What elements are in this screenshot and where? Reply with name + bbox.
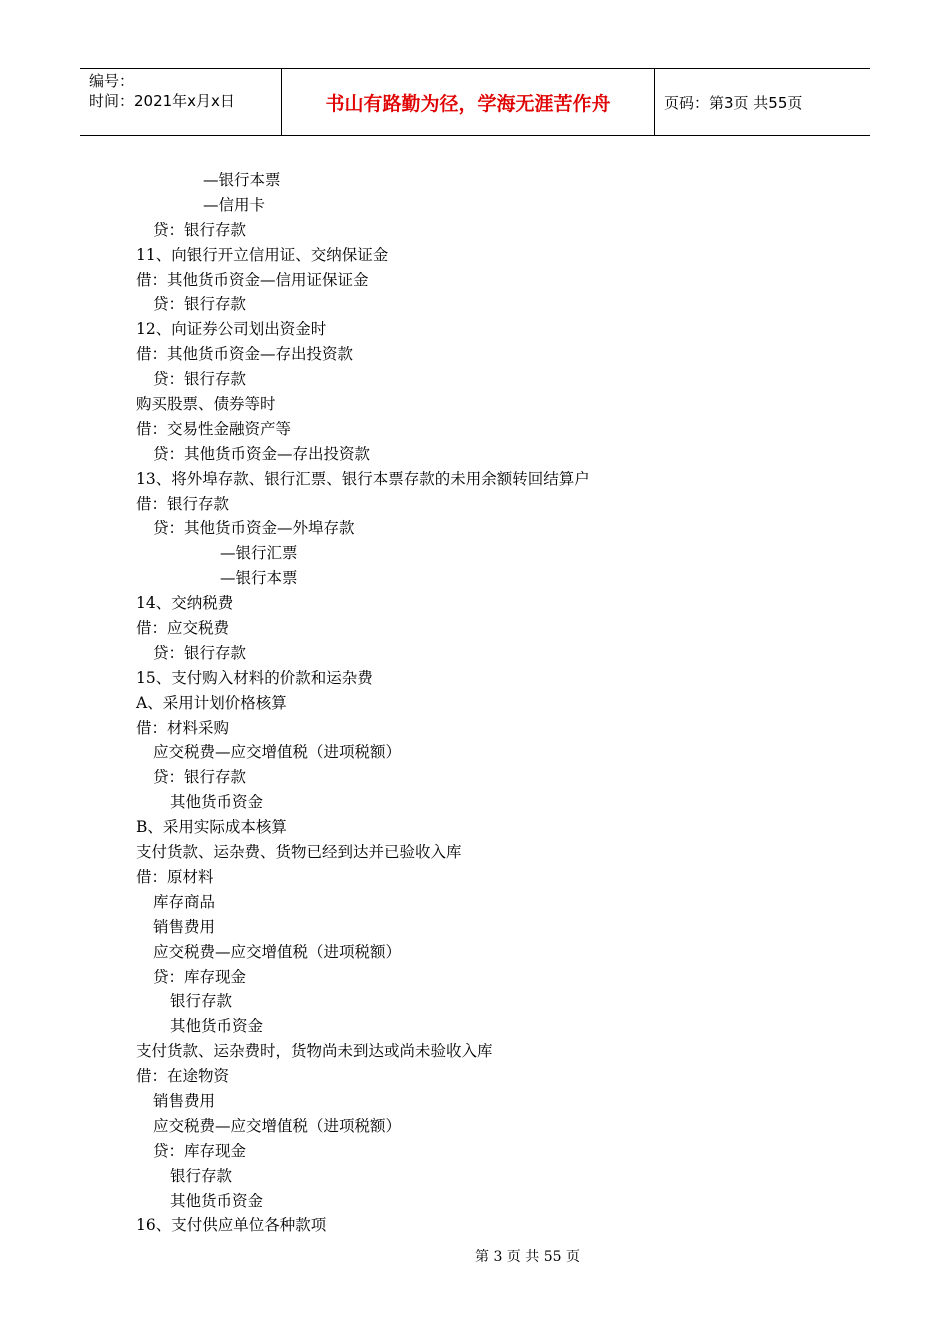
text-line: 其他货币资金 [170,1191,264,1210]
text-line: 银行存款 [170,1166,233,1185]
text-line: 应交税费—应交增值税（进项税额） [153,942,402,961]
text-line: 贷：库存现金 [153,967,247,986]
text-line: 贷：银行存款 [153,643,247,662]
text-line: 支付货款、运杂费、货物已经到达并已验收入库 [136,843,462,862]
text-line: 支付货款、运杂费时，货物尚未到达或尚未验收入库 [136,1042,493,1061]
text-line: —银行本票 [203,171,281,189]
text-line: 借：其他货币资金—存出投资款 [136,345,354,364]
text-line: 12、向证券公司划出资金时 [136,320,327,339]
text-line: —信用卡 [203,195,266,214]
text-line: 贷：银行存款 [153,220,247,239]
text-line: 借：交易性金融资产等 [136,419,292,438]
document-number-label: 编号： [89,72,135,90]
text-line: 借：银行存款 [136,494,230,513]
header-page-info: 页码：第3页 共55页 [664,93,803,112]
text-line: 贷：其他货币资金—存出投资款 [153,444,371,463]
text-line: B、采用实际成本核算 [136,818,287,837]
text-line: —银行汇票 [220,544,298,563]
text-line: 购买股票、债券等时 [136,395,276,414]
text-line: 应交税费—应交增值税（进项税额） [153,743,402,762]
text-line: 其他货币资金 [170,793,264,812]
text-line: 银行存款 [170,992,233,1011]
document-body [136,168,836,1238]
text-line: 借：材料采购 [136,718,230,737]
text-line: 借：应交税费 [136,619,230,638]
page-footer: 第 3 页 共 55 页 [475,1249,580,1265]
text-line: 销售费用 [153,917,216,936]
header-motto: 书山有路勤为径，学海无涯苦作舟 [282,69,655,135]
text-line: 13、将外埠存款、银行汇票、银行本票存款的未用余额转回结算户 [136,469,590,488]
text-line: A、采用计划价格核算 [136,693,287,712]
text-line: 应交税费—应交增值税（进项税额） [153,1116,402,1135]
text-line: 销售费用 [153,1091,216,1110]
text-line: 贷：银行存款 [153,370,247,389]
text-line: 15、支付购入材料的价款和运杂费 [136,668,373,687]
text-line: 贷：库存现金 [153,1141,247,1160]
text-line: 11、向银行开立信用证、交纳保证金 [136,245,389,264]
text-line: 贷：银行存款 [153,768,247,787]
text-line: 14、交纳税费 [136,594,234,613]
document-time: 时间：2021年x月x日 [89,92,235,110]
text-line: —银行本票 [220,569,298,588]
page-header [80,68,870,136]
header-meta [80,69,282,135]
text-line: 其他货币资金 [170,1017,264,1036]
text-line: 借：在途物资 [136,1067,230,1086]
text-line: 库存商品 [153,892,216,911]
text-line: 16、支付供应单位各种款项 [136,1216,327,1235]
text-line: 借：原材料 [136,867,214,886]
text-line: 贷：其他货币资金—外埠存款 [153,519,355,538]
text-line: 贷：银行存款 [153,295,247,314]
text-line: 借：其他货币资金—信用证保证金 [136,270,369,289]
